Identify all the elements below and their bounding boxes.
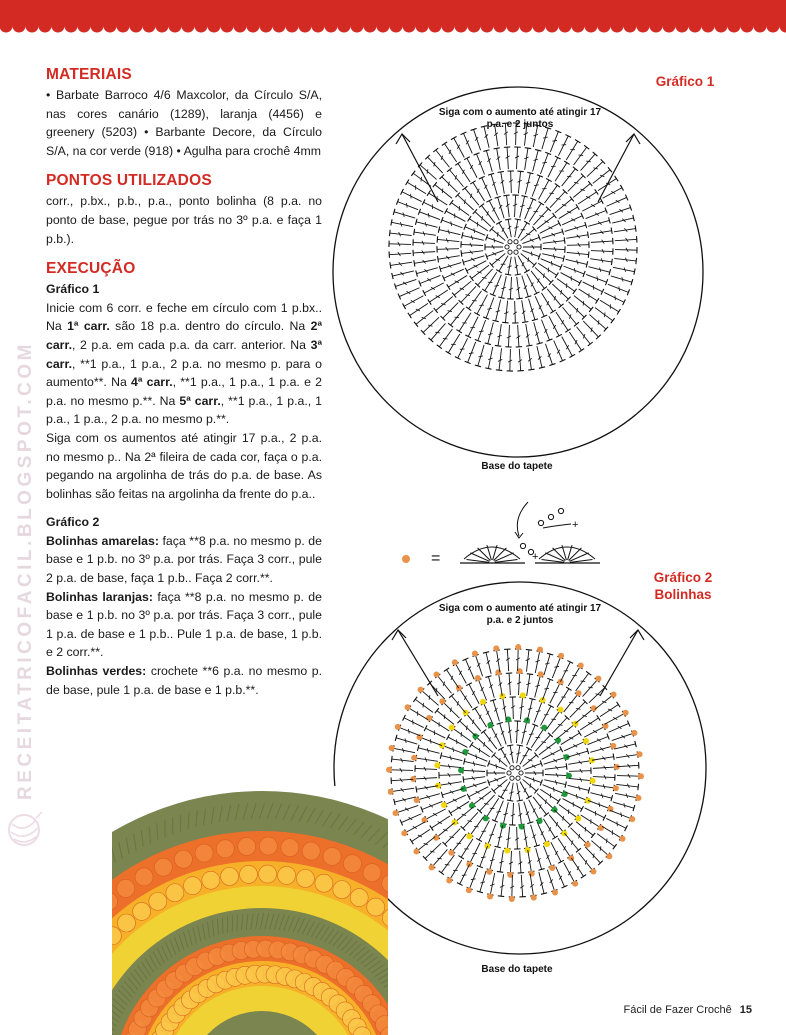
top-scalloped-border <box>0 0 786 40</box>
rug-photo <box>112 786 388 1035</box>
materials-text: • Barbate Barroco 4/6 Maxcolor, da Círculo S/A, nas cores canário (1289), laranja (4456) e greenery (5203) • Barbante Decore, da Círculo S/A, na cor verde (918) • Agulha para crochê 4mm <box>46 88 322 158</box>
diagram1-title: Gráfico 1 <box>655 74 715 89</box>
chart1-subtitle: Gráfico 1 <box>46 282 100 297</box>
green-bobbles-text: Bolinhas verdes: crochete **6 p.a. no mesmo p. de base, pule 1 p.a. de base e 1 p.b.**. <box>46 664 322 697</box>
diagram1-note: Siga com o aumento até atingir 17 p.a. e 2 juntos <box>438 107 602 130</box>
bobble-legend <box>395 492 605 572</box>
diagram2-note: Siga com o aumento até atingir 17 p.a. e 2 juntos <box>438 603 602 626</box>
materials-title: MATERIAIS <box>46 66 132 83</box>
legend-plus-1: + <box>532 551 539 563</box>
yarn-ball-icon <box>4 808 44 852</box>
diagram2-title: Gráfico 2 Bolinhas <box>653 570 713 602</box>
chart2-subtitle: Gráfico 2 <box>46 515 100 530</box>
execution-title: EXECUÇÃO <box>46 260 136 278</box>
stitches-title: PONTOS UTILIZADOS <box>46 172 212 190</box>
legend-bobble-icon <box>402 555 410 563</box>
magazine-name: Fácil de Fazer Crochê <box>623 1004 732 1016</box>
legend-plus-2: + <box>572 519 579 531</box>
chart1-paragraph-2: Siga com os aumentos até atingir 17 p.a., 2 p.a. no mesmo p.. Na 2ª fileira de cada cor, faça o p.a. pegando na argolinha de trás do p.a. de base. As bolinhas são feitas na argolinha da frente do p.a.. <box>46 430 322 501</box>
diagram1-base-label: Base do tapete <box>481 461 553 472</box>
yellow-bobbles-text: Bolinhas amarelas: faça **8 p.a. no mesmo p. de base e 1 p.b. no 3º p.a. por trás. Faça 3 corr., pule 2 p.a. de base, faça 1 p.b.. Faça 2 corr.**. <box>46 533 322 586</box>
instructions-column <box>46 64 322 699</box>
page-footer <box>624 1004 752 1016</box>
page-number: 15 <box>739 1004 752 1016</box>
orange-bobbles-text: Bolinhas laranjas: faça **8 p.a. no mesmo p. de base e 1 p.b. no 3º p.a. por trás. Faça 3 corr., pule 1 p.a. de base e 1 p.b.. Pule 1 p.a. de base, 1 p.b. e 2 corr.**. <box>46 589 322 660</box>
stitches-text: corr., p.bx., p.b., p.a., ponto bolinha (8 p.a. no ponto de base, pegue por trás no 3º p.a. e faça 1 p.b.). <box>46 194 322 246</box>
chart1-paragraph: Inicie com 6 corr. e feche em círculo com 1 p.bx.. Na 1ª carr. são 18 p.a. dentro do círculo. Na 2ª carr., 2 p.a. em cada p.a. da carr. anterior. Na 3ª carr., **1 p.a., 1 p.a., 2 p.a. no mesmo p. para o aumento**. Na 4ª carr., **1 p.a., 1 p.a., 1 p.a. e 2 p.a. no mesmo p.**. Na 5ª carr., **1 p.a., 1 p.a., 1 p.a., 1 p.a., 2 p.a. no mesmo p.**. <box>46 300 323 427</box>
diagram2-base-label: Base do tapete <box>481 964 553 975</box>
diagram1-chart <box>330 84 710 474</box>
watermark: RECEITATRICOFACIL.BLOGSPOT.COM <box>15 341 36 800</box>
legend-equals: = <box>431 550 441 567</box>
